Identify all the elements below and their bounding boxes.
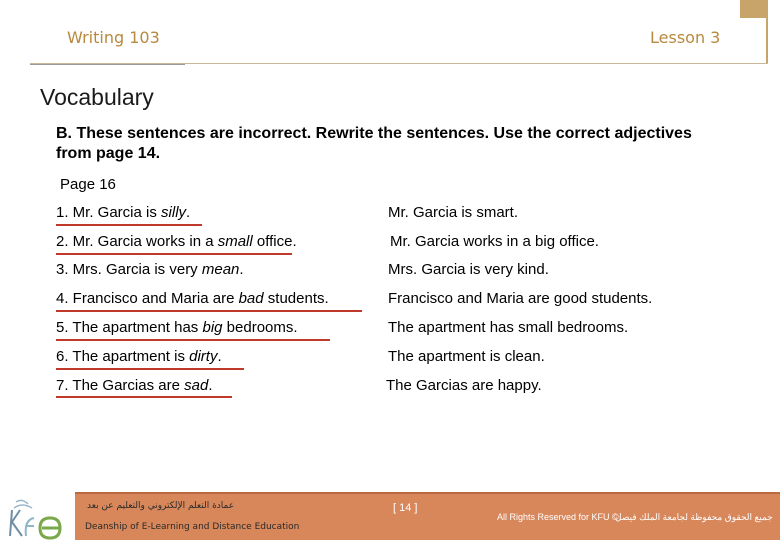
adjective: small [217, 233, 253, 250]
incorrect-sentence: 6. The apartment is dirty. [56, 348, 222, 365]
corrected-sentence: The apartment has small bedrooms. [388, 319, 629, 336]
copyright-text: All Rights Reserved for KFU © [497, 512, 619, 522]
incorrect-sentence: 7. The Garcias are sad. [56, 377, 213, 394]
incorrect-sentence: 1. Mr. Garcia is silly. [56, 204, 191, 221]
header-accent-line [766, 0, 768, 64]
kfu-elearning-logo [4, 496, 76, 540]
corrected-sentence: Mr. Garcia works in a big office. [390, 233, 599, 250]
corrected-sentence: The Garcias are happy. [386, 377, 542, 394]
header-divider-accent [30, 64, 185, 65]
corrected-sentence: Mr. Garcia is smart. [388, 204, 519, 221]
deanship-arabic: عمادة التعلم الإلكتروني والتعليم عن بعد [87, 501, 235, 511]
corrected-sentence: Francisco and Maria are good students. [388, 290, 653, 307]
header-accent-bar [740, 0, 768, 18]
underline [56, 368, 244, 370]
incorrect-sentence: 3. Mrs. Garcia is very mean. [56, 261, 244, 278]
underline [56, 339, 330, 341]
page-number: [ 14 ] [393, 502, 418, 514]
incorrect-sentence: 2. Mr. Garcia works in a small office. [56, 233, 297, 250]
slide-title: Vocabulary [40, 84, 154, 110]
exercise-instructions: B. These sentences are incorrect. Rewrite the sentences. Use the correct adjectives from page 14. [56, 125, 692, 162]
adjective: sad [184, 377, 209, 394]
course-title: Writing 103 [67, 28, 160, 47]
adjective: dirty [189, 348, 218, 365]
lesson-title: Lesson 3 [650, 28, 721, 47]
copyright-arabic: جميع الحقوق محفوظة لجامعة الملك فيصل [615, 512, 773, 522]
footer-divider [75, 492, 780, 494]
underline [56, 224, 202, 226]
corrected-sentence: The apartment is clean. [388, 348, 545, 365]
incorrect-sentence: 5. The apartment has big bedrooms. [56, 319, 298, 336]
underline [56, 396, 232, 398]
underline [56, 253, 292, 255]
corrected-sentence: Mrs. Garcia is very kind. [388, 261, 549, 278]
adjective: silly [161, 204, 187, 221]
deanship-english: Deanship of E-Learning and Distance Education [85, 522, 300, 532]
incorrect-sentence: 4. Francisco and Maria are bad students. [56, 290, 329, 307]
adjective: bad [238, 290, 264, 307]
underline [56, 310, 362, 312]
page-reference: Page 16 [60, 176, 116, 193]
footer-bar [75, 492, 780, 540]
adjective: big [202, 319, 223, 336]
adjective: mean [201, 261, 240, 278]
